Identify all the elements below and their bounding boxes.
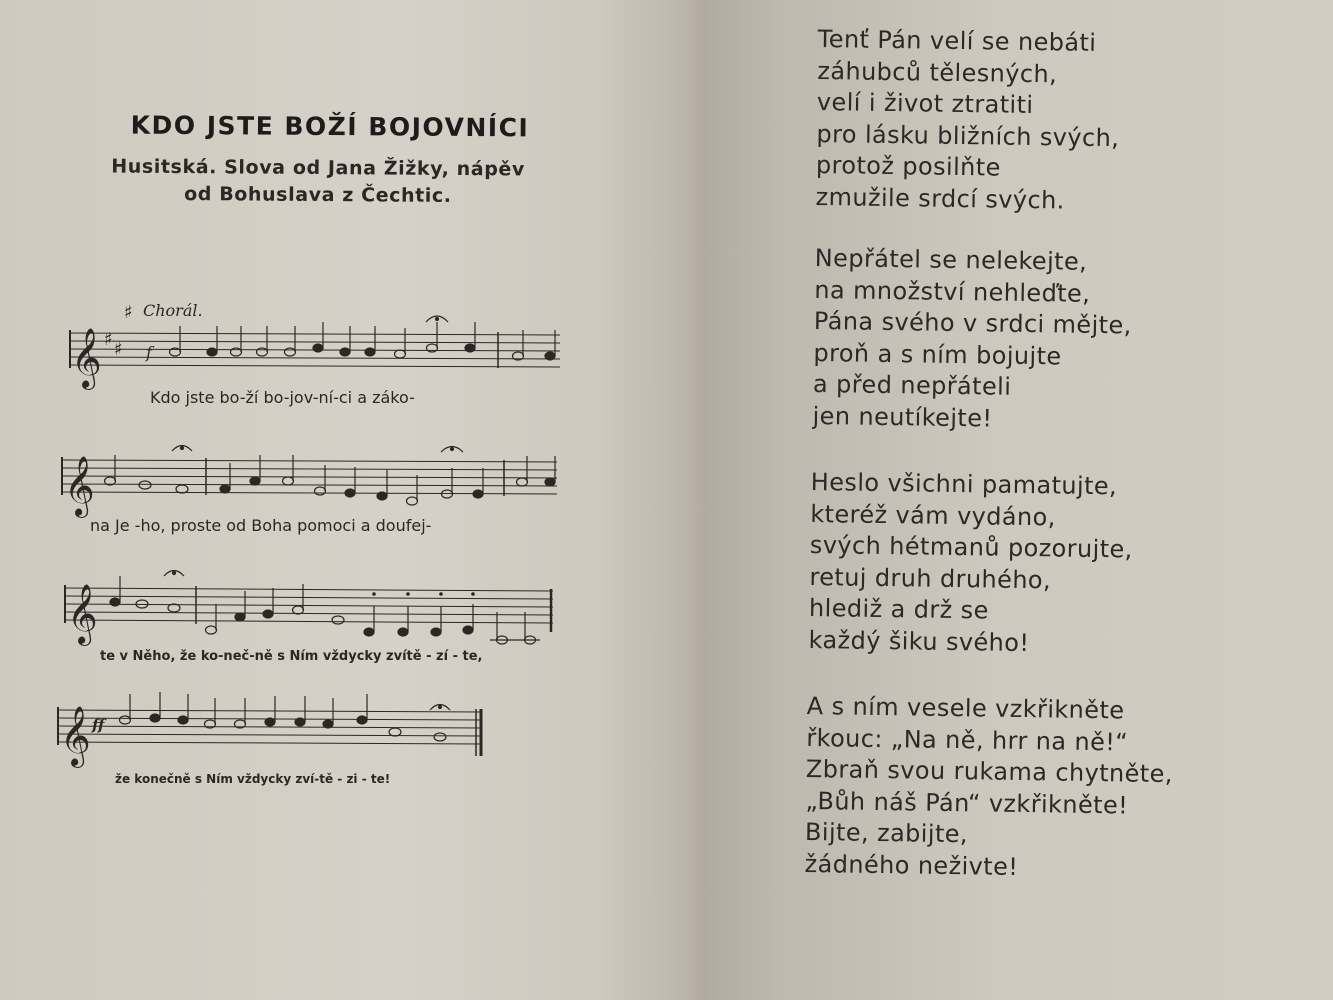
treble-clef-icon: 𝄞	[67, 584, 98, 644]
staff-system-3	[65, 585, 553, 632]
verse-line: svých hétmanů pozorujte,	[809, 530, 1133, 564]
stanza	[812, 243, 1132, 436]
right-page	[780, 0, 1333, 1000]
verse-line: pro lásku bližních svých,	[816, 119, 1120, 152]
treble-clef-icon: 𝄞	[71, 328, 102, 388]
stanza	[815, 24, 1120, 217]
tempo-mark: Chorál.	[143, 301, 203, 320]
treble-clef-icon: 𝄞	[64, 456, 95, 516]
verse-line: na množství nehleďte,	[814, 275, 1091, 308]
stanza	[804, 691, 1174, 885]
lyric-line: Kdo jste bo-ží bo-jov-ní-ci a záko-	[150, 388, 415, 407]
sharp-icon: ♯	[124, 302, 133, 323]
stanza	[808, 467, 1133, 660]
verse-line: Bijte, zabijte,	[804, 817, 969, 849]
verse-line: protož posilňte	[815, 150, 1001, 182]
dynamic-mark: f	[146, 343, 152, 362]
verse-line: velí i život ztratiti	[816, 87, 1034, 120]
lyric-line: na Je -ho, proste od Boha pomoci a doufej-	[90, 516, 432, 535]
verse-line: každý šiku svého!	[808, 625, 1030, 657]
verse-line: retuj druh druhého,	[809, 562, 1052, 594]
verse-line: A s ním vesele vzkřikněte	[806, 691, 1125, 725]
notes-system-2	[105, 446, 556, 506]
subtitle-line: od Bohuslava z Čechtic.	[184, 183, 452, 207]
notes-system-3	[110, 571, 540, 645]
lyric-line: že konečně s Ním vždycky zví-tě - zi - te!	[115, 772, 391, 786]
lyric-line: te v Něho, že ko-neč-ně s Ním vždycky zvítě - zí - te,	[100, 649, 483, 664]
verse-line: záhubců tělesných,	[817, 56, 1058, 88]
music-score	[0, 0, 640, 1000]
treble-clef-icon: 𝄞	[60, 706, 91, 766]
song-title: KDO JSTE BOŽÍ BOJOVNÍCI	[130, 110, 530, 143]
verse-line: jen neutíkejte!	[812, 401, 993, 432]
verse-line: Nepřátel se nelekejte,	[814, 243, 1088, 276]
verse-line: Zbraň svou rukama chytněte,	[805, 754, 1173, 789]
notes-system-4	[120, 692, 451, 741]
subtitle-line: Husitská. Slova od Jana Žižky, nápěv	[111, 155, 525, 181]
verse-line: a před nepřáteli	[812, 369, 1012, 401]
verse-line: proň a s ním bojujte	[813, 338, 1062, 370]
verse-line: „Bůh náš Pán“ vzkřikněte!	[805, 786, 1129, 819]
verse-line: zmužile srdcí svých.	[815, 182, 1065, 214]
left-page	[0, 0, 640, 1000]
sharp-icon: ♯	[114, 339, 123, 360]
verse-line: hlediž a drž se	[808, 593, 989, 625]
verse-line: kteréž vám vydáno,	[810, 499, 1056, 531]
verse-line: Pána svého v srdci mějte,	[813, 306, 1132, 340]
notes-system-1	[170, 316, 556, 360]
sharp-icon: ♯	[104, 329, 113, 350]
verse-line: řkouc: „Na ně, hrr na ně!“	[806, 723, 1129, 756]
verse-line: Tenť Pán velí se nebáti	[817, 24, 1097, 57]
dynamic-mark: ff	[92, 716, 105, 734]
verse-line: žádného neživte!	[804, 849, 1019, 881]
staff-system-4	[58, 707, 482, 756]
verse-line: Heslo všichni pamatujte,	[810, 467, 1118, 501]
